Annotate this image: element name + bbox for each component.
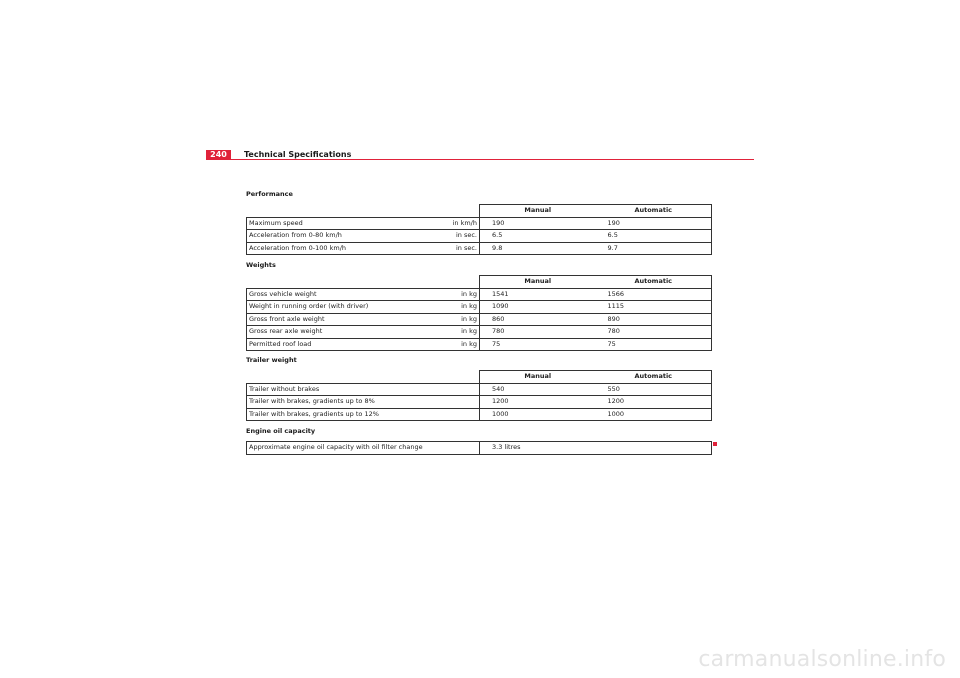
row-label-text: Acceleration from 0-80 km/h [249, 231, 342, 239]
table-header-row [247, 276, 712, 289]
table-row [247, 242, 712, 255]
row-label: Approximate engine oil capacity with oil filter change [247, 442, 480, 455]
oil-capacity-value: 3.3 litres [480, 442, 712, 455]
row-label [247, 313, 480, 326]
watermark: carmanualsonline.info [698, 647, 946, 672]
row-label: Trailer without brakes [247, 383, 480, 396]
row-label [247, 301, 480, 314]
manual-value: 190 [480, 217, 596, 230]
automatic-value: 1566 [596, 288, 712, 301]
row-label [247, 217, 480, 230]
automatic-value: 9.7 [596, 242, 712, 255]
header-rule [206, 159, 754, 160]
row-label: Trailer with brakes, gradients up to 8% [247, 396, 480, 409]
row-label-text: Gross rear axle weight [249, 327, 323, 335]
page-title: Technical Specifications [244, 150, 352, 159]
table-header-row [247, 371, 712, 384]
row-unit: in kg [461, 289, 477, 298]
automatic-value: 550 [596, 383, 712, 396]
manual-value: 6.5 [480, 230, 596, 243]
row-label-text: Gross vehicle weight [249, 289, 317, 298]
table-header-row [247, 205, 712, 218]
manual-value: 1090 [480, 301, 596, 314]
automatic-value: 1200 [596, 396, 712, 409]
row-label [247, 230, 480, 243]
table-row [247, 301, 712, 314]
manual-column-header: Manual [480, 276, 596, 289]
table-row [247, 338, 712, 351]
table-row [247, 326, 712, 339]
row-unit: in kg [461, 339, 477, 348]
row-label: Trailer with brakes, gradients up to 12% [247, 408, 480, 421]
automatic-column-header: Automatic [596, 371, 712, 384]
row-unit: in kg [461, 302, 477, 310]
automatic-value: 75 [596, 338, 712, 351]
row-label-text: Weight in running order (with driver) [249, 302, 369, 310]
row-label-text: Permitted roof load [249, 339, 312, 348]
table-row [247, 288, 712, 301]
row-label [247, 242, 480, 255]
manual-value: 9.8 [480, 242, 596, 255]
table-row [247, 396, 712, 409]
header-blank-cell [247, 371, 480, 384]
oil-table [246, 441, 712, 455]
row-label-text: Gross front axle weight [249, 314, 325, 323]
row-label-text: Acceleration from 0-100 km/h [249, 243, 347, 252]
manual-value: 780 [480, 326, 596, 339]
trailer-heading: Trailer weight [246, 356, 297, 364]
manual-value: 75 [480, 338, 596, 351]
header-blank-cell [247, 276, 480, 289]
row-label [247, 338, 480, 351]
table-row [247, 313, 712, 326]
manual-value: 540 [480, 383, 596, 396]
row-label-text: Maximum speed [249, 218, 303, 227]
automatic-column-header: Automatic [596, 276, 712, 289]
manual-column-header: Manual [480, 205, 596, 218]
oil-heading: Engine oil capacity [246, 427, 316, 435]
automatic-value: 1000 [596, 408, 712, 421]
automatic-value: 190 [596, 217, 712, 230]
row-unit: in sec. [455, 231, 477, 239]
manual-value: 1541 [480, 288, 596, 301]
automatic-value: 6.5 [596, 230, 712, 243]
row-unit: in kg [461, 327, 477, 335]
page-number: 240 [206, 150, 231, 160]
automatic-value: 780 [596, 326, 712, 339]
row-unit: in kg [461, 314, 477, 323]
trailer-table [246, 370, 712, 421]
row-unit: in sec. [455, 243, 477, 252]
performance-heading: Performance [246, 190, 293, 198]
row-label [247, 326, 480, 339]
performance-table [246, 204, 712, 255]
manual-value: 1200 [480, 396, 596, 409]
row-label [247, 288, 480, 301]
row-unit: in km/h [452, 218, 477, 227]
manual-column-header: Manual [480, 371, 596, 384]
automatic-value: 890 [596, 313, 712, 326]
section-end-marker [713, 442, 717, 446]
manual-value: 860 [480, 313, 596, 326]
weights-heading: Weights [246, 261, 276, 269]
header-blank-cell [247, 205, 480, 218]
table-row [247, 217, 712, 230]
table-row [247, 383, 712, 396]
manual-value: 1000 [480, 408, 596, 421]
table-row [247, 230, 712, 243]
table-row [247, 442, 712, 455]
weights-table [246, 275, 712, 351]
table-row [247, 408, 712, 421]
automatic-column-header: Automatic [596, 205, 712, 218]
automatic-value: 1115 [596, 301, 712, 314]
